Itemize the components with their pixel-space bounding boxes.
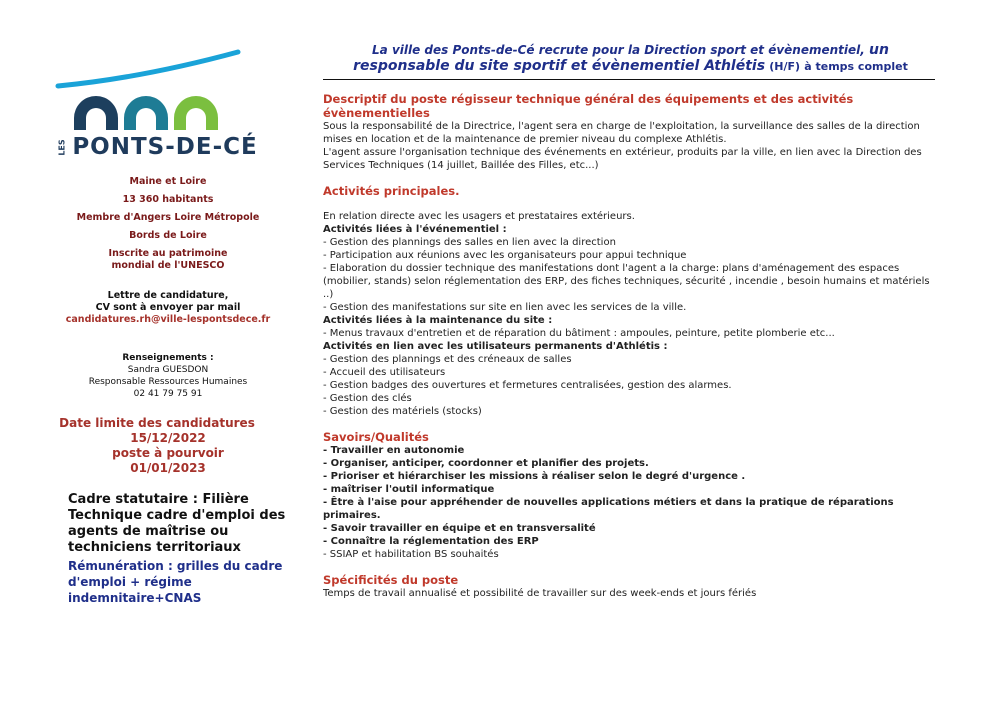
unesco-1: Inscrite au patrimoine (108, 248, 228, 259)
left-column (48, 40, 288, 606)
desc-p2: L'agent assure l'organisation technique des événements en extérieur, produits par la ville, en lien avec la Direction des Services Techniques (14 juillet, Baillée des Filles, etc...) (323, 147, 922, 171)
logo-graphic-icon (52, 40, 242, 130)
title-hf: (H/F) (769, 60, 801, 73)
list-item: - Prioriser et hiérarchiser les missions à réaliser selon le degré d'urgence . (323, 471, 746, 482)
member: Membre d'Angers Loire Métropole (76, 212, 260, 223)
spec-text: Temps de travail annualisé et possibilité de travailler sur des week-ends et jours fériés (323, 588, 757, 599)
contact-name: Sandra GUESDON (127, 365, 209, 375)
list-item: - Elaboration du dossier technique des manifestations dont l'agent a la charge: plans d'aménagement des espaces (mobilier, stands) selon réglementation des ERP, des fiches techniques, sécurité , incendie , besoin humains et matériels ..) (323, 263, 930, 300)
list-item: - Gestion des manifestations sur site en lien avec les services de la ville. (323, 302, 687, 313)
city-facts (48, 176, 288, 272)
desc-p1: Sous la responsabilité de la Directrice, l'agent sera en charge de l'exploitation, la surveillance des salles de la direction mises en location et de la maintenance de premier niveau du complexe Athlétis. (323, 121, 920, 145)
deadline-date: 15/12/2022 (130, 431, 206, 445)
logo-wordmark: LES PONTS-DE-CÉ (57, 134, 258, 160)
users-title: Activités en lien avec les utilisateurs permanents d'Athlétis : (323, 341, 668, 352)
population: 13 360 habitants (122, 194, 214, 205)
desc-title: Descriptif du poste régisseur technique général des équipements et des activités évènementielles (323, 92, 854, 120)
list-item: - maîtriser l'outil informatique (323, 484, 495, 495)
list-item: - Connaître la réglementation des ERP (323, 536, 539, 547)
contact-role: Responsable Ressources Humaines (88, 377, 248, 387)
title-tail: à temps complet (804, 60, 908, 73)
list-item: - Être à l'aise pour appréhender de nouvelles applications métiers et dans la pratique de réparations primaires. (323, 497, 894, 521)
apply-line-1: Lettre de candidature, (107, 290, 229, 301)
start-label: poste à pourvoir (112, 446, 224, 460)
apply-email-link[interactable]: candidatures.rh@ville-lespontsdece.fr (65, 314, 271, 325)
list-item: - Travailler en autonomie (323, 445, 465, 456)
deadline-info (48, 416, 288, 476)
activities-title: Activités principales. (323, 184, 460, 198)
list-item: - Menus travaux d'entretien et de réparation du bâtiment : ampoules, peinture, petite plomberie etc... (323, 328, 835, 339)
maint-title: Activités liées à la maintenance du site : (323, 315, 553, 326)
list-item: - Gestion des plannings des salles en lien avec la direction (323, 237, 616, 248)
spec-title: Spécificités du poste (323, 573, 459, 587)
list-item: - Gestion des clés (323, 393, 412, 404)
list-item: - Accueil des utilisateurs (323, 367, 446, 378)
remuneration: Rémunération : grilles du cadre d'emploi + régime indemnitaire+CNAS (68, 559, 283, 605)
list-item: - Gestion des matériels (stocks) (323, 406, 482, 417)
statutory-frame: Cadre statutaire : Filière Technique cadre d'emploi des agents de maîtrise ou techniciens territoriaux (68, 492, 286, 555)
job-posting (323, 42, 938, 600)
title-line-1: La ville des Ponts-de-Cé recrute pour la Direction sport et évènementiel, (372, 43, 865, 57)
title-line-2: responsable du site sportif et évènementiel Athlétis (353, 58, 766, 74)
contact-title: Renseignements : (122, 353, 214, 363)
title-un: un (869, 42, 889, 58)
contact-info (48, 352, 288, 400)
list-item: - SSIAP et habilitation BS souhaités (323, 549, 499, 560)
activities-intro: En relation directe avec les usagers et prestataires extérieurs. (323, 211, 635, 222)
bords: Bords de Loire (129, 230, 207, 241)
deadline-label: Date limite des candidatures (59, 416, 255, 430)
list-item: - Organiser, anticiper, coordonner et planifier des projets. (323, 458, 649, 469)
apply-line-2: CV sont à envoyer par mail (95, 302, 241, 313)
skills-title: Savoirs/Qualités (323, 430, 429, 444)
contact-phone: 02 41 79 75 91 (133, 389, 203, 399)
ev-title: Activités liées à l'événementiel : (323, 224, 507, 235)
list-item: - Gestion badges des ouvertures et fermetures centralisées, gestion des alarmes. (323, 380, 732, 391)
unesco-2: mondial de l'UNESCO (111, 260, 225, 271)
region: Maine et Loire (129, 176, 207, 187)
posting-title (323, 42, 938, 75)
city-logo (52, 40, 258, 170)
list-item: - Gestion des plannings et des créneaux de salles (323, 354, 572, 365)
list-item: - Participation aux réunions avec les organisateurs pour appui technique (323, 250, 687, 261)
application-info (48, 290, 288, 326)
start-date: 01/01/2023 (130, 461, 206, 475)
list-item: - Savoir travailler en équipe et en transversalité (323, 523, 596, 534)
